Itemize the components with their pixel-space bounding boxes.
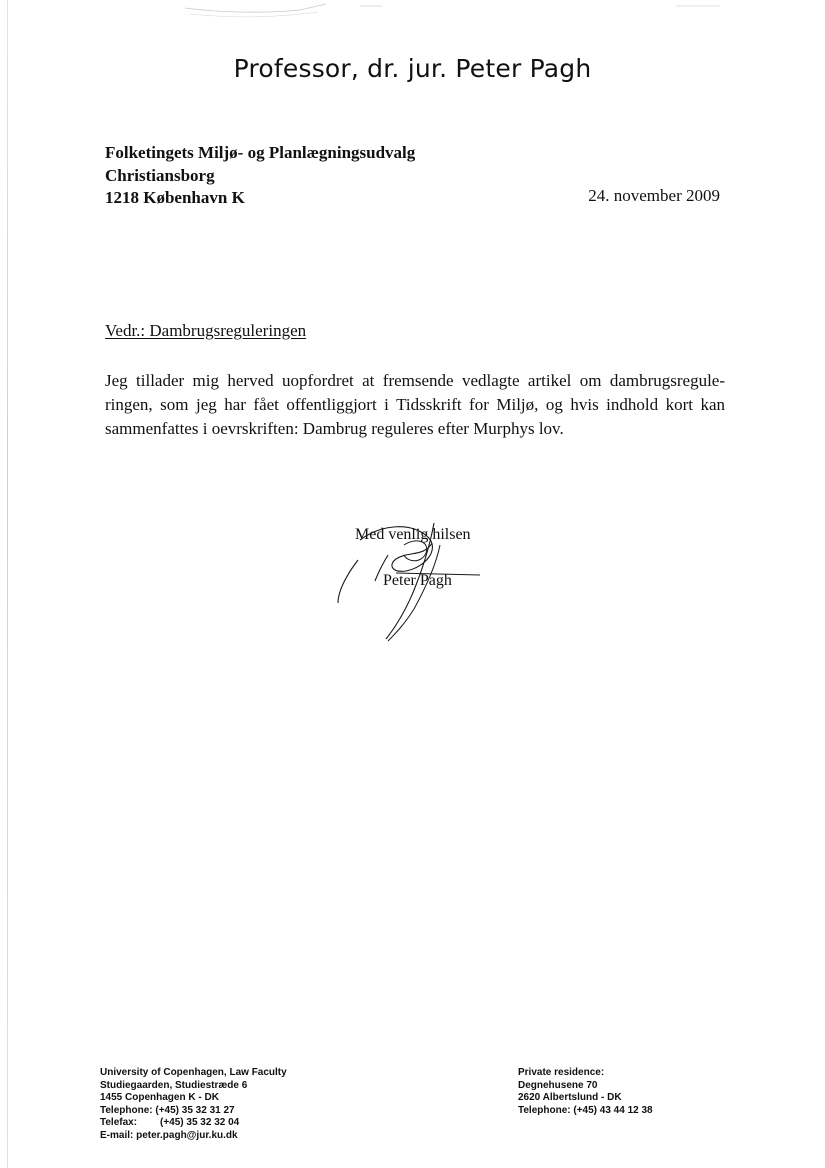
footer-telephone: Telephone: (+45) 35 32 31 27 [100, 1104, 235, 1116]
footer-street: Studiegaarden, Studiestræde 6 [100, 1079, 248, 1091]
body-line-3: sammenfattes i oevrskriften: Dambrug reguleres efter Murphys lov. [105, 419, 564, 438]
body-line-1: Jeg tillader mig herved uopfordret at fremsende vedlagte artikel om dambrugsregule- [105, 371, 725, 390]
footer-telefax-value: (+45) 35 32 32 04 [160, 1117, 240, 1128]
recipient-line-committee: Folketingets Miljø- og Planlægningsudvalg [105, 143, 416, 162]
footer-private-heading: Private residence: [518, 1067, 605, 1078]
body-line-2: ringen, som jeg har fået offentliggjort i Tidsskrift for Miljø, og hvis indhold kort kan [105, 395, 725, 414]
scan-artifact-marks [0, 0, 825, 40]
scan-edge-line [7, 0, 8, 1168]
recipient-address [105, 142, 415, 210]
footer-telefax-label: Telefax: [100, 1117, 138, 1128]
handwritten-signature [330, 515, 490, 645]
letter-subject: Vedr.: Dambrugsreguleringen [105, 321, 307, 340]
footer-telefax-row [100, 1117, 287, 1130]
footer-private-city: 2620 Albertslund - DK [518, 1092, 622, 1103]
footer-private-telephone: Telephone: (+45) 43 44 12 38 [518, 1104, 653, 1116]
footer-city: 1455 Copenhagen K - DK [100, 1092, 219, 1103]
footer-private-street: Degnehusene 70 [518, 1079, 598, 1091]
closing-greeting: Med venlig hilsen [355, 526, 471, 543]
footer-university-contact [100, 1067, 287, 1142]
letter-date: 24. november 2009 [588, 186, 720, 205]
letter-body [105, 369, 725, 441]
signer-name: Peter Pagh [383, 572, 452, 589]
recipient-line-city: 1218 København K [105, 188, 245, 207]
recipient-line-building: Christiansborg [105, 165, 215, 185]
footer-institution: University of Copenhagen, Law Faculty [100, 1067, 287, 1078]
footer-private-contact [518, 1067, 653, 1117]
letterhead-title: Professor, dr. jur. Peter Pagh [233, 54, 592, 83]
footer-email: E-mail: peter.pagh@jur.ku.dk [100, 1129, 238, 1141]
